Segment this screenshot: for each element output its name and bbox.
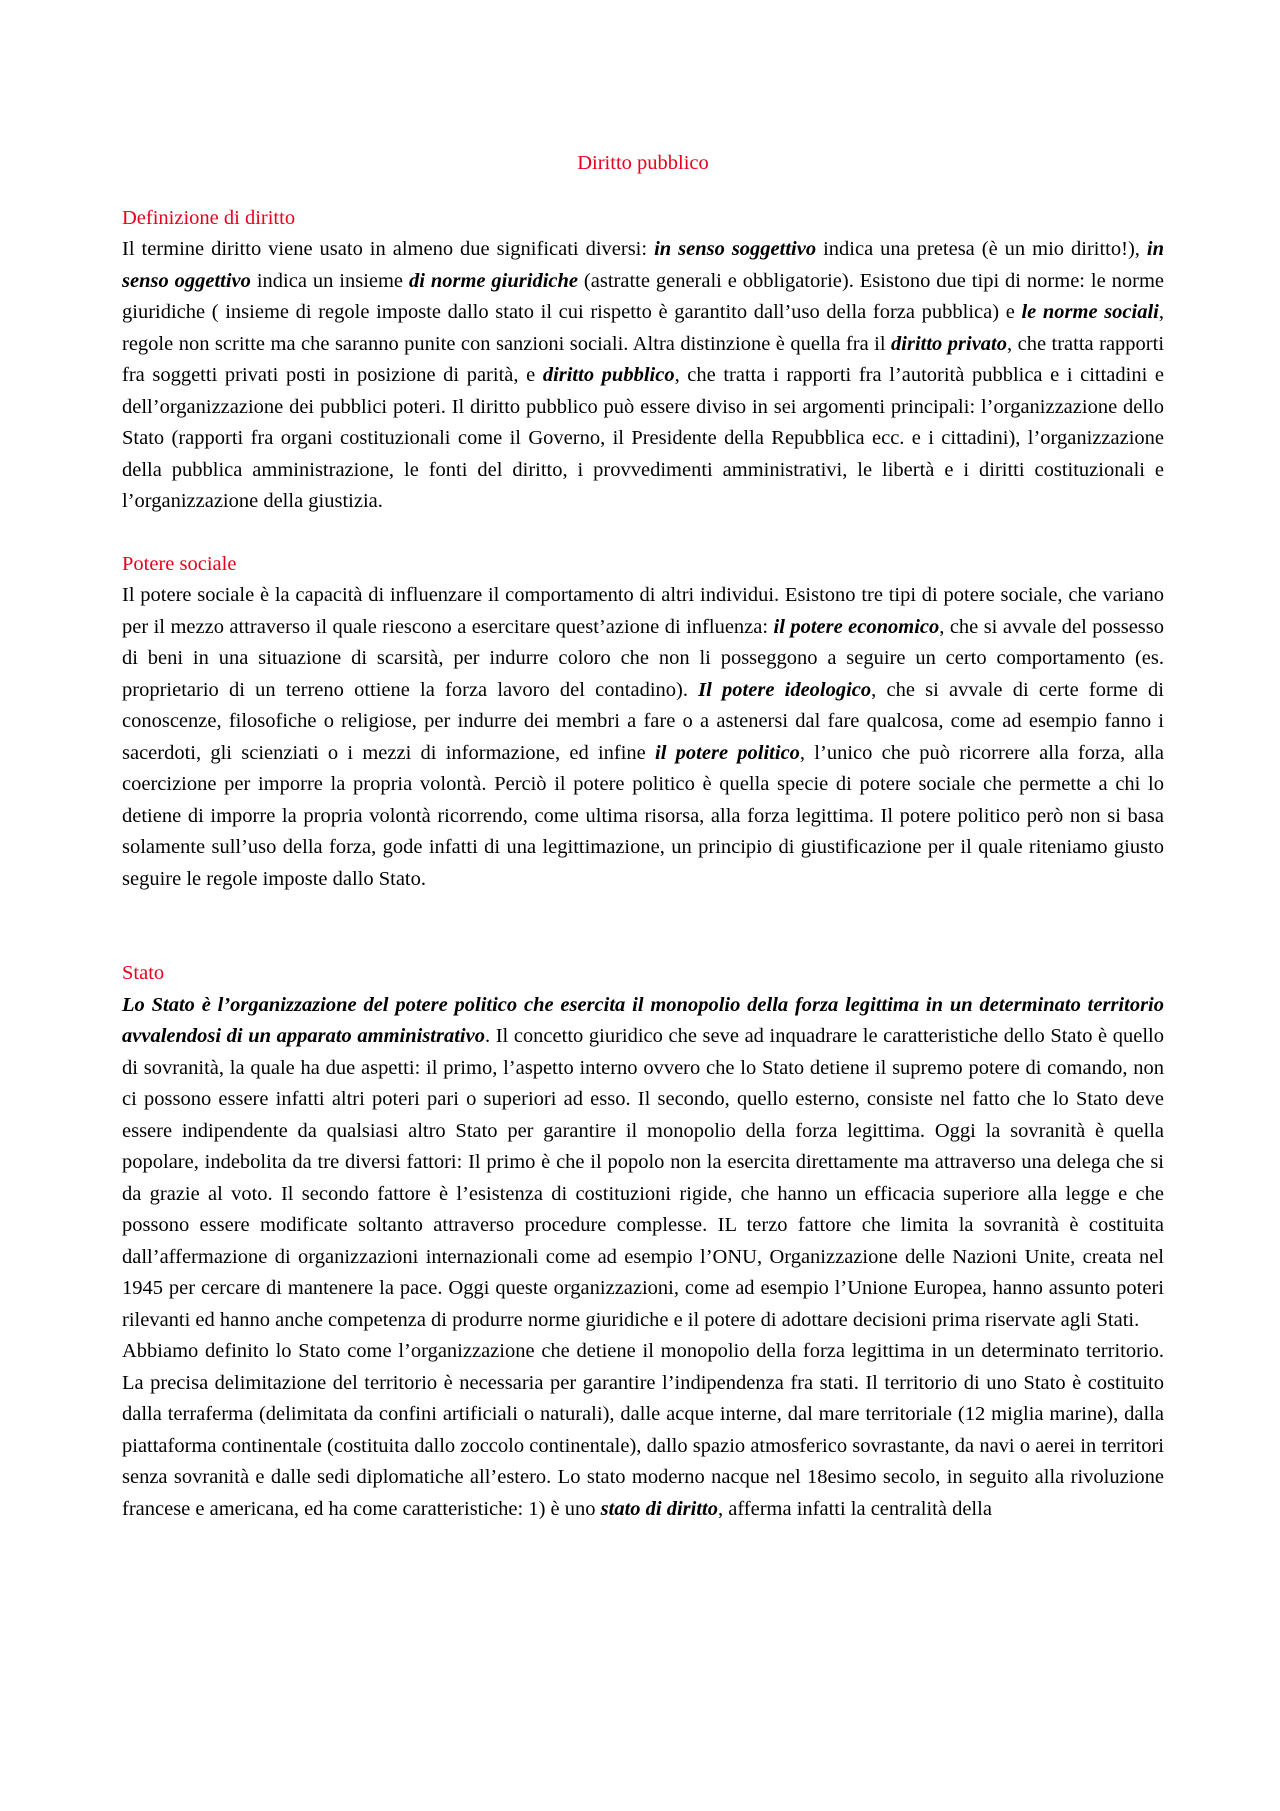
emphasis-term: le norme sociali xyxy=(1021,301,1159,323)
paragraph-stato-1 xyxy=(122,990,1164,1337)
emphasis-term: in senso soggettivo xyxy=(654,238,817,260)
paragraph-stato-2 xyxy=(122,1336,1164,1525)
emphasis-term: il potere economico xyxy=(773,615,940,638)
section-heading-definizione: Definizione di diritto xyxy=(122,206,296,229)
text-run: Il termine diritto viene usato in almeno due significati diversi: xyxy=(122,238,655,260)
text-run: , che si avvale del possesso di beni in una situazione di scarsità, per indurre coloro che non li posseggono a seguire un certo comportamento (es. proprietario di un terreno ottiene la forza lavoro del contadino). xyxy=(122,615,1164,701)
emphasis-term: diritto pubblico xyxy=(542,364,675,386)
emphasis-term: di norme giuridiche xyxy=(408,269,578,292)
text-run: indica un insieme xyxy=(250,269,409,292)
emphasis-term: Lo Stato è l’organizzazione del potere politico che esercita il monopolio della forza legittima in un determinato territorio avvalendosi di un apparato amministrativo xyxy=(122,993,1164,1047)
document-page xyxy=(122,148,1164,1525)
paragraph-definizione xyxy=(122,234,1164,518)
text-run: , l’unico che può ricorrere alla forza, alla coercizione per imporre la propria volontà. Perciò il potere politico è quella specie di potere sociale che permette a chi lo detiene di imporre la propria volontà ricorrendo, come ultima risorsa, alla forza legittima. Il potere politico però non si basa solamente sull’uso della forza, gode infatti di una legittimazione, un principio di giustificazione per il quale riteniamo giusto seguire le regole imposte dallo Stato. xyxy=(122,741,1164,890)
text-run: , che tratta i rapporti fra l’autorità pubblica e i cittadini e dell’organizzazione dei pubblici poteri. Il diritto pubblico può essere diviso in sei argomenti principali: l’organizzazione dello Stato (rapporti fra organi costituzionali come il Governo, il Presidente della Repubblica ecc. e i cittadini), l’organizzazione della pubblica amministrazione, le fonti del diritto, i provvedimenti amministrativi, le libertà e i diritti costituzionali e l’organizzazione della giustizia. xyxy=(122,364,1164,512)
text-run: . Il concetto giuridico che seve ad inquadrare le caratteristiche dello Stato è quello di sovranità, la quale ha due aspetti: il primo, l’aspetto interno ovvero che lo Stato detiene il supremo potere di comando, non ci possono essere infatti altri poteri pari o superiori ad esso. Il secondo, quello esterno, consiste nel fatto che lo Stato deve essere indipendente da qualsiasi altro Stato per garantire il monopolio della forza legittima. Oggi la sovranità è quella popolare, indebolita da tre diversi fattori: Il primo è che il popolo non la esercita direttamente ma attraverso una delega che si da grazie al voto. Il secondo fattore è l’esistenza di costituzioni rigide, che hanno un efficacia superiore alla legge e che possono essere modificate soltanto attraverso procedure complesse. IL terzo fattore che limita la sovranità è costituita dall’affermazione di organizzazioni internazionali come ad esempio l’ONU, Organizzazione delle Nazioni Unite, creata nel 1945 per cercare di mantenere la pace. Oggi queste organizzazioni, come ad esempio l’Unione Europea, hanno assunto poteri rilevanti ed hanno anche competenza di produrre norme giuridiche e il potere di adottare decisioni prima riservate agli Stati. xyxy=(122,1025,1165,1331)
text-run: , che si avvale di certe forme di conoscenze, filosofiche o religiose, per indurre dei membri a fare o a astenersi dal fare qualcosa, come ad esempio fanno i sacerdoti, gli scienziati o i mezzi di informazione, ed infine xyxy=(122,678,1164,764)
spacer xyxy=(122,895,1164,958)
text-run: Abbiamo definito lo Stato come l’organizzazione che detiene il monopolio della forza legittima in un determinato territorio. La precisa delimitazione del territorio è necessaria per garantire l’indipendenza fra stati. Il territorio di uno Stato è costituito dalla terraferma (delimitata da confini artificiali o naturali), dalle acque interne, dal mare territoriale (12 miglia marine), dalla piattaforma continentale (costituita dallo zoccolo continentale), dallo spazio atmosferico sovrastante, da navi o aerei in territori senza sovranità e dalle sedi diplomatiche all’estero. Lo stato moderno nacque nel 18esimo secolo, in seguito alla rivoluzione francese e americana, ed ha come caratteristiche: 1) è uno xyxy=(122,1340,1164,1520)
text-run: indica una pretesa (è un mio diritto!), xyxy=(816,238,1147,260)
text-run: , afferma infatti la centralità della xyxy=(717,1497,992,1520)
emphasis-term: Il potere ideologico xyxy=(698,678,872,701)
section-heading-stato: Stato xyxy=(122,962,165,984)
section-heading-potere-sociale: Potere sociale xyxy=(122,552,237,575)
spacer xyxy=(122,518,1164,549)
document-title: Diritto pubblico xyxy=(577,152,709,174)
text-run: , regole non scritte ma che saranno punite con sanzioni sociali. Altra distinzione è quella fra il xyxy=(122,301,1164,355)
emphasis-term: in senso oggettivo xyxy=(122,238,1164,292)
emphasis-term: stato di diritto xyxy=(600,1497,718,1520)
text-run: , che tratta rapporti fra soggetti privati posti in posizione di parità, e xyxy=(122,332,1165,386)
paragraph-potere-sociale xyxy=(122,580,1164,895)
emphasis-term: diritto privato xyxy=(891,332,1007,355)
text-run: Il potere sociale è la capacità di influenzare il comportamento di altri individui. Esistono tre tipi di potere sociale, che variano per il mezzo attraverso il quale riescono a esercitare quest’azione di influenza: xyxy=(122,584,1164,638)
text-run: (astratte generali e obbligatorie). Esistono due tipi di norme: le norme giuridiche ( insieme di regole imposte dallo stato il cui rispetto è garantito dall’uso della forza pubblica) e xyxy=(122,269,1164,323)
emphasis-term: il potere politico xyxy=(655,741,800,764)
